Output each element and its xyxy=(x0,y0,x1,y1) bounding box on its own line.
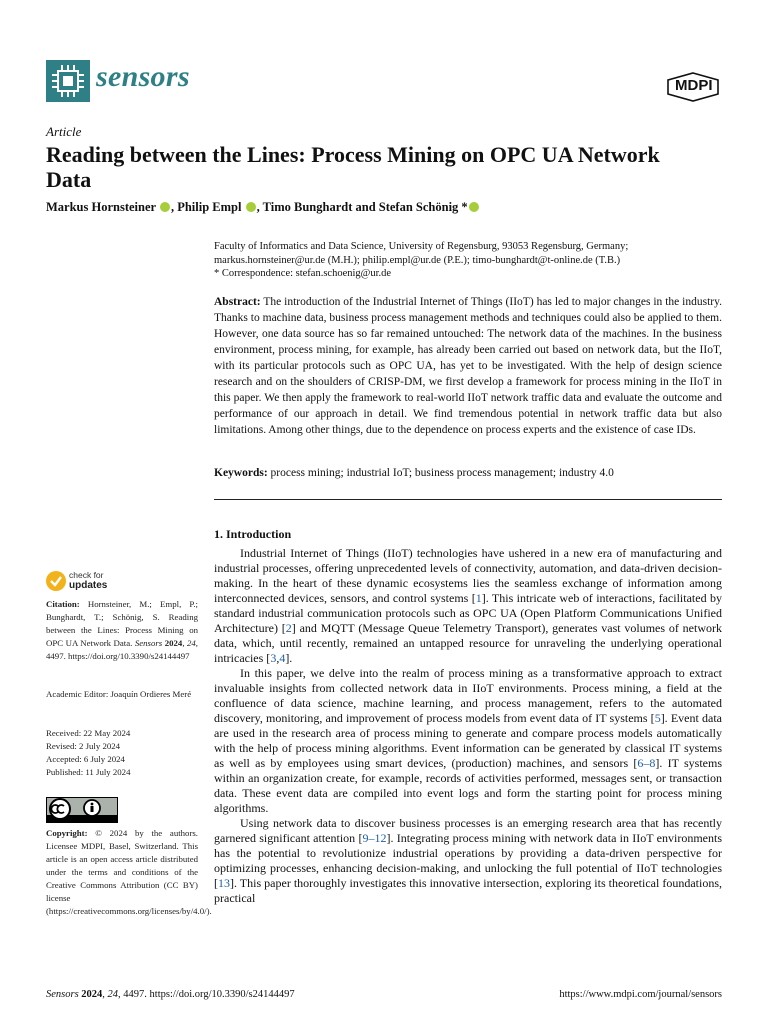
paragraph xyxy=(214,546,722,666)
article-type: Article xyxy=(46,124,82,139)
mdpi-logo-text: MDPI xyxy=(675,77,713,94)
text-run: ]. This paper thoroughly investigates this innovative intersection, exploring its theoretical foundations, practical xyxy=(214,876,722,905)
reference-link[interactable]: 6–8 xyxy=(637,756,656,770)
orcid-icon[interactable] xyxy=(160,202,170,212)
reference-link[interactable]: 2 xyxy=(285,621,292,635)
section-heading: 1. Introduction xyxy=(214,527,292,541)
footer-journal-url[interactable]: https://www.mdpi.com/journal/sensors xyxy=(559,989,722,1000)
check-updates-label-bold[interactable]: updates xyxy=(69,580,108,591)
academic-editor: Academic Editor: Joaquín Ordieres Meré xyxy=(46,689,192,699)
paragraph xyxy=(214,816,722,906)
text-run: , xyxy=(276,651,280,665)
footer-volume: 24 xyxy=(107,989,119,1000)
copyright-label: Copyright: xyxy=(46,828,88,838)
citation-text: Hornsteiner, M.; Empl, P.; Bunghardt, T.; Schönig, S. Reading between the Lines: Process Mining on OPC UA Network Data. xyxy=(46,599,198,648)
paragraph xyxy=(214,666,722,816)
date-received: Received: 22 May 2024 xyxy=(46,728,131,738)
abstract-label: Abstract: xyxy=(214,296,261,308)
citation-doi[interactable]: , 4497. https://doi.org/10.3390/s24144497 xyxy=(46,638,198,661)
journal-logo-icon xyxy=(46,60,90,102)
reference-link[interactable]: 9–12 xyxy=(362,831,387,845)
cc-by-license-icon[interactable] xyxy=(46,797,118,823)
citation-journal: Sensors xyxy=(134,638,163,648)
text-run: ]. Event data are used in the research area of process mining to generate and compare process models automatically with the help of process mining algorithms. Event information can be generated by classical IT systems as well as by employees using smart devices, (production) machines, and sensors [ xyxy=(214,711,722,770)
journal-name: sensors xyxy=(96,60,190,93)
check-updates-icon[interactable] xyxy=(46,571,66,591)
citation-volume: 24 xyxy=(187,638,196,648)
text-run: Using network data to discover business processes is an emerging research area that has recently garnered significant attention [ xyxy=(214,816,722,845)
author-name[interactable]: Philip Empl xyxy=(177,200,242,214)
text-run: ]. IT systems within an organization create, for example, records of activities performed, messages sent, or transaction data. These event data are compiled into event logs and form the starting point for process mining algorithms. xyxy=(214,756,723,815)
footer-journal: Sensors xyxy=(46,989,79,1000)
text-run: ]. This intricate web of interactions, facilitated by standard industrial communication protocols such as OPC UA (Open Platform Communications Unified Architecture) [ xyxy=(214,591,722,635)
publication-dates xyxy=(46,727,198,779)
text-run: Industrial Internet of Things (IIoT) technologies have ushered in a new era of manufacturing and industrial processes, offering unprecedented levels of connectivity, automation, and data-driven decision-making. In the heart of these dynamic ecosystems lies the seamless exchange of information among interconnected devices, sensors, and control systems [ xyxy=(214,546,722,605)
citation-year: 2024 xyxy=(164,638,183,648)
footer-citation: Sensors 2024, 24, 4497. https://doi.org/10.3390/s24144497 xyxy=(46,989,295,1000)
text-run: ] and MQTT (Message Queue Telemetry Transport), generates vast volumes of network data, which, until recently, remained an untapped resource for unraveling the underlying operational intricacies [ xyxy=(214,621,722,665)
citation: Citation: Hornsteiner, M.; Empl, P.; Bunghardt, T.; Schönig, S. Reading between the Lines: Process Mining on OPC UA Network Data. Sensors 2024, 24, 4497. https://doi.org/10.3390/s24144497 xyxy=(46,599,198,661)
text-run: In this paper, we delve into the realm of process mining as a transformative approach to extract invaluable insights from collected network data in IIoT environments. Process mining, a field at the confluence of data science, machine learning, and process management, refers to the automated discovery, monitoring, and improvement of process models from event data of IT systems [ xyxy=(214,666,722,725)
abstract xyxy=(214,294,722,438)
reference-link[interactable]: 5 xyxy=(654,711,661,725)
correspondence: * Correspondence: stefan.schoenig@ur.de xyxy=(214,268,392,279)
body-text xyxy=(214,546,722,906)
keywords-text: process mining; industrial IoT; business process management; industry 4.0 xyxy=(270,467,614,479)
keywords xyxy=(214,465,722,481)
affiliation-line: Faculty of Informatics and Data Science, University of Regensburg, 93053 Regensburg, Germany; xyxy=(214,241,629,252)
article-title: Reading between the Lines: Process Mining on OPC UA Network Data xyxy=(46,142,660,192)
text-run: ]. xyxy=(285,651,293,665)
reference-link[interactable]: 1 xyxy=(475,591,482,605)
abstract-text: The introduction of the Industrial Internet of Things (IIoT) has led to major changes in the industry. Thanks to machine data, business process management methods and techniques could also be applied to them. However, one data source has so far remained untouched: The network data of the machines. In the business environment, process mining, for example, has already been carried out based on network data, but the IIoT, with its particular protocols such as OPC UA, has yet to be investigated. With the help of design science research and on the shoulders of CRISP-DM, we first develop a framework for process mining in the IIoT in this paper. We then apply the framework to real-world IIoT network traffic data and evaluate the outcome and performance of our approach in detail. We find tremendous potential in network traffic data but also limitations. Among other things, due to the dependence on process experts and the existence of case IDs. xyxy=(214,296,723,436)
date-accepted: Accepted: 6 July 2024 xyxy=(46,754,125,764)
check-updates-label[interactable]: check for xyxy=(69,570,104,580)
orcid-icon[interactable] xyxy=(469,202,479,212)
divider xyxy=(214,499,722,500)
author-name[interactable]: Markus Hornsteiner xyxy=(46,200,156,214)
orcid-icon[interactable] xyxy=(246,202,256,212)
footer-doi[interactable]: , 4497. https://doi.org/10.3390/s24144497 xyxy=(118,989,295,1000)
copyright-notice xyxy=(46,827,212,918)
reference-link[interactable]: 4 xyxy=(279,651,286,665)
keywords-label: Keywords: xyxy=(214,467,268,479)
author-name[interactable]: Timo Bunghardt and Stefan Schönig * xyxy=(262,200,468,214)
affiliation-emails: markus.hornsteiner@ur.de (M.H.); philip.empl@ur.de (P.E.); timo-bunghardt@t-online.de (T.B.) xyxy=(214,254,621,266)
copyright-text: © 2024 by the authors. Licensee MDPI, Basel, Switzerland. This article is an open access article distributed under the terms and conditions of the Creative Commons Attribution (CC BY) license (https://creativecommons.org/licenses/by/4.0/). xyxy=(46,828,212,916)
footer-year: 2024 xyxy=(81,989,103,1000)
author-list: Markus Hornsteiner , Philip Empl , Timo Bunghardt and Stefan Schönig * xyxy=(46,200,480,215)
text-run: ]. Integrating process mining with network data in IIoT environments has the potential to revolutionize industrial operations by providing a data-driven perspective for optimizing processes, enhancing decision-making, and unlocking the full potential of IIoT technologies [ xyxy=(214,831,722,890)
affiliations xyxy=(214,240,724,281)
reference-link[interactable]: 13 xyxy=(218,876,230,890)
citation-label: Citation: xyxy=(46,599,80,609)
date-published: Published: 11 July 2024 xyxy=(46,767,131,777)
reference-link[interactable]: 3 xyxy=(270,651,277,665)
date-revised: Revised: 2 July 2024 xyxy=(46,741,121,751)
